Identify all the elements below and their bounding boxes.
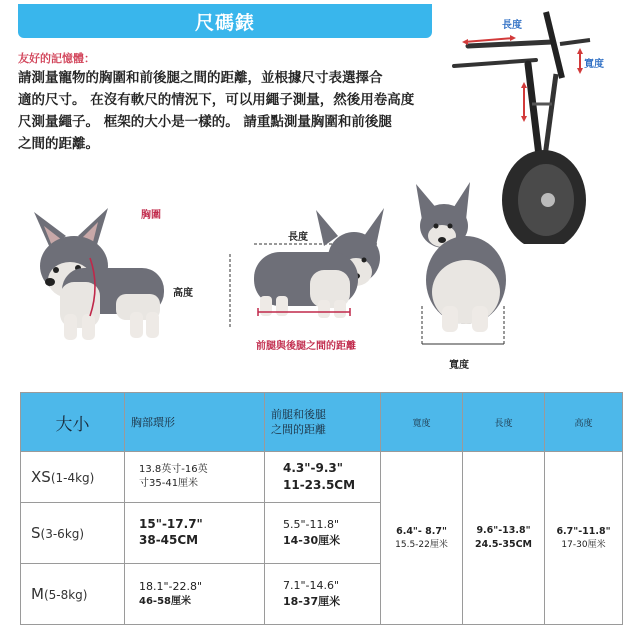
header-size: 大小 — [21, 393, 125, 452]
width-label: 寬度 — [449, 360, 469, 371]
size-table — [20, 392, 623, 625]
page-title: 尺碼錶 — [18, 4, 432, 38]
reminder-line: 適的尺寸。 在沒有軟尺的情況下，可以用繩子測量，然後用卷高度 — [18, 92, 415, 108]
frame-width-label: 寬度 — [584, 59, 604, 70]
leg-cell: 4.3"-9.3" 11-23.5CM — [265, 452, 381, 503]
height-label: 高度 — [173, 288, 193, 299]
header-chest: 胸部環形 — [125, 393, 265, 452]
header-height: 高度 — [545, 393, 623, 452]
header-leg-distance: 前腿和後腿 之間的距離 — [265, 393, 381, 452]
height-cell: 6.7"-11.8" 17-30厘米 — [545, 452, 623, 625]
reminder-line: 請測量寵物的胸圍和前後腿之間的距離，並根據尺寸表選擇合 — [18, 70, 383, 86]
length-cell: 9.6"-13.8" 24.5-35CM — [463, 452, 545, 625]
dog-length-illustration — [214, 196, 394, 346]
frame-length-label: 長度 — [502, 20, 522, 31]
chest-label: 胸圍 — [141, 210, 161, 221]
table-header-row — [21, 393, 623, 452]
header-width: 寬度 — [381, 393, 463, 452]
reminder-line: 之間的距離。 — [18, 136, 99, 152]
chest-cell: 15"-17.7" 38-45CM — [125, 503, 265, 564]
leg-distance-label: 前腿與後腿之間的距離 — [256, 341, 356, 352]
chest-cell: 13.8英寸-16英 寸35-41厘米 — [125, 452, 265, 503]
size-cell: S(3-6kg) — [21, 503, 125, 564]
length-label: 長度 — [288, 232, 308, 243]
dog-width-illustration — [408, 180, 518, 350]
leg-cell: 7.1"-14.6" 18-37厘米 — [265, 564, 381, 625]
chest-cell: 18.1"-22.8" 46-58厘米 — [125, 564, 265, 625]
size-cell: M(5-8kg) — [21, 564, 125, 625]
reminder-line: 尺測量繩子。 框架的大小是一樣的。 請重點測量胸圍和前後腿 — [18, 114, 392, 130]
leg-cell: 5.5"-11.8" 14-30厘米 — [265, 503, 381, 564]
header-length: 長度 — [463, 393, 545, 452]
size-cell: XS(1-4kg) — [21, 452, 125, 503]
width-cell: 6.4"- 8.7" 15.5-22厘米 — [381, 452, 463, 625]
reminder-heading: 友好的記憶體： — [18, 52, 95, 65]
reminder-text — [18, 67, 494, 155]
table-row — [21, 452, 623, 503]
